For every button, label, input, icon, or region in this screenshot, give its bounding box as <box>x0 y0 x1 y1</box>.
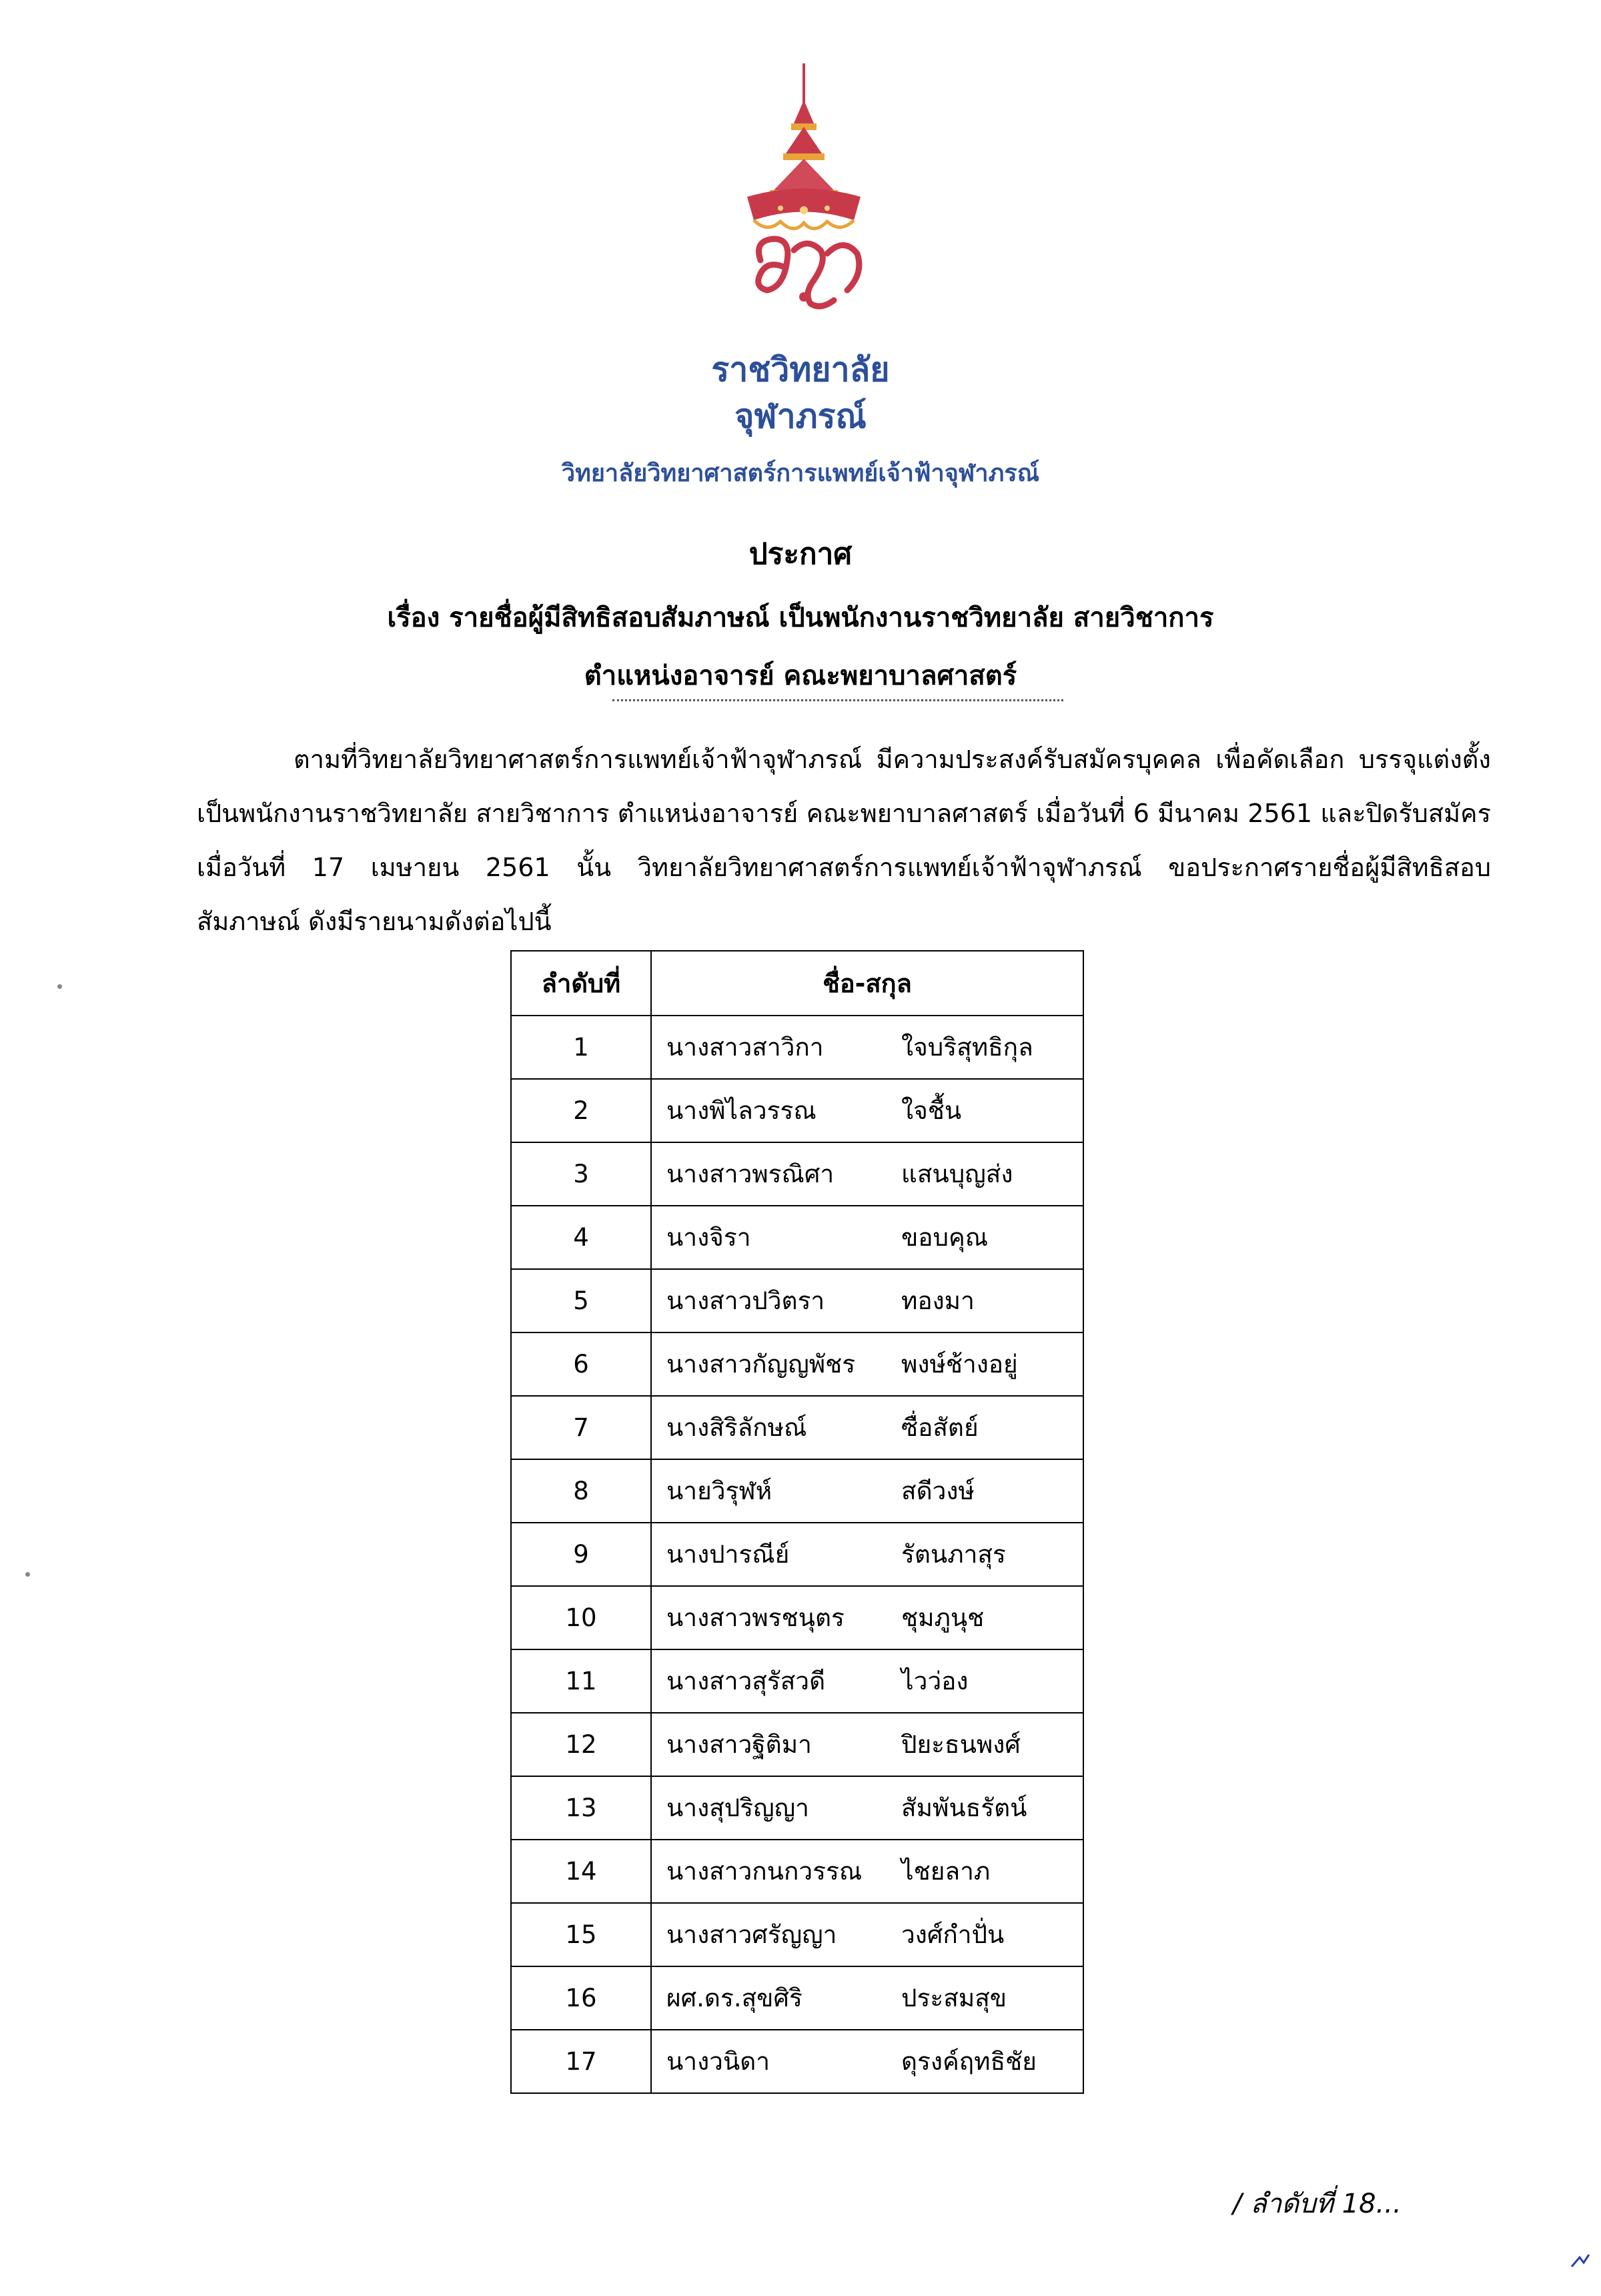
row-number: 10 <box>511 1586 651 1649</box>
column-header-order: ลำดับที่ <box>511 951 651 1016</box>
table-row <box>511 1840 1083 1903</box>
candidate-name-cell <box>651 1269 1083 1332</box>
row-number: 2 <box>511 1079 651 1142</box>
table-row <box>511 2030 1083 2093</box>
candidate-first-name: นางสาวสุรัสวดี <box>666 1667 826 1695</box>
candidate-last-name: ชุมภูนุช <box>901 1603 985 1632</box>
candidate-name-cell <box>651 1586 1083 1649</box>
candidate-last-name: ซื่อสัตย์ <box>901 1413 979 1442</box>
table-row <box>511 1523 1083 1586</box>
table-body <box>511 1016 1083 2093</box>
candidate-last-name: สดีวงษ์ <box>901 1477 975 1505</box>
row-number: 15 <box>511 1903 651 1966</box>
candidate-last-name: ใจบริสุทธิกุล <box>901 1033 1033 1062</box>
institution-name-line-2: จุฬาภรณ์ <box>734 397 867 436</box>
institution-name-line-1: ราชวิทยาลัย <box>711 350 890 389</box>
candidate-name-cell <box>651 1459 1083 1523</box>
candidate-first-name: นางสาวกัญญพัชร <box>666 1350 856 1379</box>
candidate-last-name: ทองมา <box>901 1286 975 1315</box>
table-row <box>511 1713 1083 1776</box>
row-number: 6 <box>511 1332 651 1396</box>
announcement-subject-line-2: ตำแหน่งอาจารย์ คณะพยาบาลศาสตร์ <box>584 661 1017 691</box>
announcement-title: ประกาศ <box>748 537 853 571</box>
candidate-first-name: นางสาวศรัญญา <box>666 1920 837 1949</box>
candidate-last-name: ปิยะธนพงศ์ <box>901 1730 1021 1759</box>
candidate-last-name: ประสมสุข <box>901 1984 1007 2012</box>
row-number: 14 <box>511 1840 651 1903</box>
candidates-table <box>510 950 1084 2094</box>
body-line: ตามที่วิทยาลัยวิทยาศาสตร์การแพทย์เจ้าฟ้าจุฬาภรณ์ มีความประสงค์รับสมัครบุคคล เพื่อคัดเลือก บรรจุแต่งตั้ง <box>294 745 1491 774</box>
table-row <box>511 1649 1083 1713</box>
continuation-note: / ลำดับที่ 18... <box>1233 2189 1402 2219</box>
candidate-last-name: แสนบุญส่ง <box>901 1160 1013 1188</box>
row-number: 1 <box>511 1016 651 1079</box>
table-row <box>511 1459 1083 1523</box>
table-row <box>511 1966 1083 2030</box>
candidate-first-name: นางสิริลักษณ์ <box>666 1413 807 1442</box>
candidate-name-cell <box>651 1903 1083 1966</box>
candidate-first-name: นางสุปริญญา <box>666 1794 809 1822</box>
scan-speck <box>25 1572 30 1577</box>
candidate-last-name: พงษ์ช้างอยู่ <box>901 1350 1018 1379</box>
row-number: 12 <box>511 1713 651 1776</box>
row-number: 16 <box>511 1966 651 2030</box>
title-divider <box>612 699 1063 701</box>
row-number: 5 <box>511 1269 651 1332</box>
candidate-first-name: นายวิรุฬห์ <box>666 1477 772 1505</box>
candidate-name-cell <box>651 1649 1083 1713</box>
table-header-row <box>511 951 1083 1016</box>
candidate-name-cell <box>651 1079 1083 1142</box>
candidate-last-name: สัมพันธรัตน์ <box>901 1794 1027 1822</box>
row-number: 9 <box>511 1523 651 1586</box>
candidate-name-cell <box>651 1713 1083 1776</box>
candidate-first-name: นางจิรา <box>666 1223 751 1252</box>
scan-speck <box>57 984 62 989</box>
announcement-subject-line-1: เรื่อง รายชื่อผู้มีสิทธิสอบสัมภาษณ์ เป็นพนักงานราชวิทยาลัย สายวิชาการ <box>387 603 1214 633</box>
candidate-first-name: นางปารณีย์ <box>666 1540 790 1569</box>
candidate-first-name: นางสาวฐิติมา <box>666 1730 812 1759</box>
table-row <box>511 1142 1083 1206</box>
candidate-first-name: ผศ.ดร.สุขศิริ <box>666 1984 803 2012</box>
table-row <box>511 1903 1083 1966</box>
table-row <box>511 1079 1083 1142</box>
table-row <box>511 1206 1083 1269</box>
candidate-last-name: ใจชื้น <box>901 1096 962 1125</box>
candidate-name-cell <box>651 1016 1083 1079</box>
candidate-last-name: รัตนภาสุร <box>901 1540 1006 1569</box>
body-line: สัมภาษณ์ ดังมีรายนามดังต่อไปนี้ <box>197 907 552 936</box>
row-number: 17 <box>511 2030 651 2093</box>
candidate-name-cell <box>651 2030 1083 2093</box>
candidate-name-cell <box>651 1966 1083 2030</box>
candidate-name-cell <box>651 1396 1083 1459</box>
candidate-name-cell <box>651 1332 1083 1396</box>
body-line: เมื่อวันที่ 17 เมษายน 2561 นั้น วิทยาลัยวิทยาศาสตร์การแพทย์เจ้าฟ้าจุฬาภรณ์ ขอประกาศรายชื่อผู้มีสิทธิสอบ <box>197 853 1491 882</box>
body-line: เป็นพนักงานราชวิทยาลัย สายวิชาการ ตำแหน่งอาจารย์ คณะพยาบาลศาสตร์ เมื่อวันที่ 6 มีนาคม 2561 และปิดรับสมัคร <box>197 799 1491 828</box>
candidate-last-name: วงศ์กำปั่น <box>901 1920 1005 1949</box>
table-row <box>511 1332 1083 1396</box>
row-number: 4 <box>511 1206 651 1269</box>
candidate-name-cell <box>651 1142 1083 1206</box>
candidate-first-name: นางสาวพรชนุตร <box>666 1603 845 1632</box>
row-number: 11 <box>511 1649 651 1713</box>
table-row <box>511 1586 1083 1649</box>
candidate-name-cell <box>651 1206 1083 1269</box>
candidate-first-name: นางสาวปวิตรา <box>666 1286 825 1315</box>
candidate-last-name: ไชยลาภ <box>901 1857 991 1886</box>
row-number: 13 <box>511 1776 651 1840</box>
candidate-first-name: นางสาวพรณิศา <box>666 1160 835 1188</box>
candidate-last-name: ไวว่อง <box>901 1667 969 1695</box>
table-row <box>511 1776 1083 1840</box>
table-row <box>511 1269 1083 1332</box>
row-number: 7 <box>511 1396 651 1459</box>
pen-mark-icon <box>1569 2251 1592 2271</box>
candidate-name-cell <box>651 1776 1083 1840</box>
candidate-name-cell <box>651 1523 1083 1586</box>
candidate-last-name: ขอบคุณ <box>901 1223 989 1252</box>
institution-subtitle: วิทยาลัยวิทยาศาสตร์การแพทย์เจ้าฟ้าจุฬาภรณ์ <box>561 460 1040 487</box>
column-header-name: ชื่อ-สกุล <box>651 951 1083 1016</box>
candidate-first-name: นางพิไลวรรณ <box>666 1096 817 1125</box>
body-paragraph <box>197 733 1491 949</box>
candidate-first-name: นางสาวกนกวรรณ <box>666 1857 863 1886</box>
candidate-first-name: นางสาวสาวิกา <box>666 1033 824 1062</box>
table-row <box>511 1396 1083 1459</box>
candidate-last-name: ดุรงค์ฤทธิชัย <box>901 2047 1037 2076</box>
table-row <box>511 1016 1083 1079</box>
row-number: 8 <box>511 1459 651 1523</box>
candidate-name-cell <box>651 1840 1083 1903</box>
institution-emblem-icon <box>727 60 881 327</box>
row-number: 3 <box>511 1142 651 1206</box>
candidate-first-name: นางวนิดา <box>666 2047 770 2076</box>
